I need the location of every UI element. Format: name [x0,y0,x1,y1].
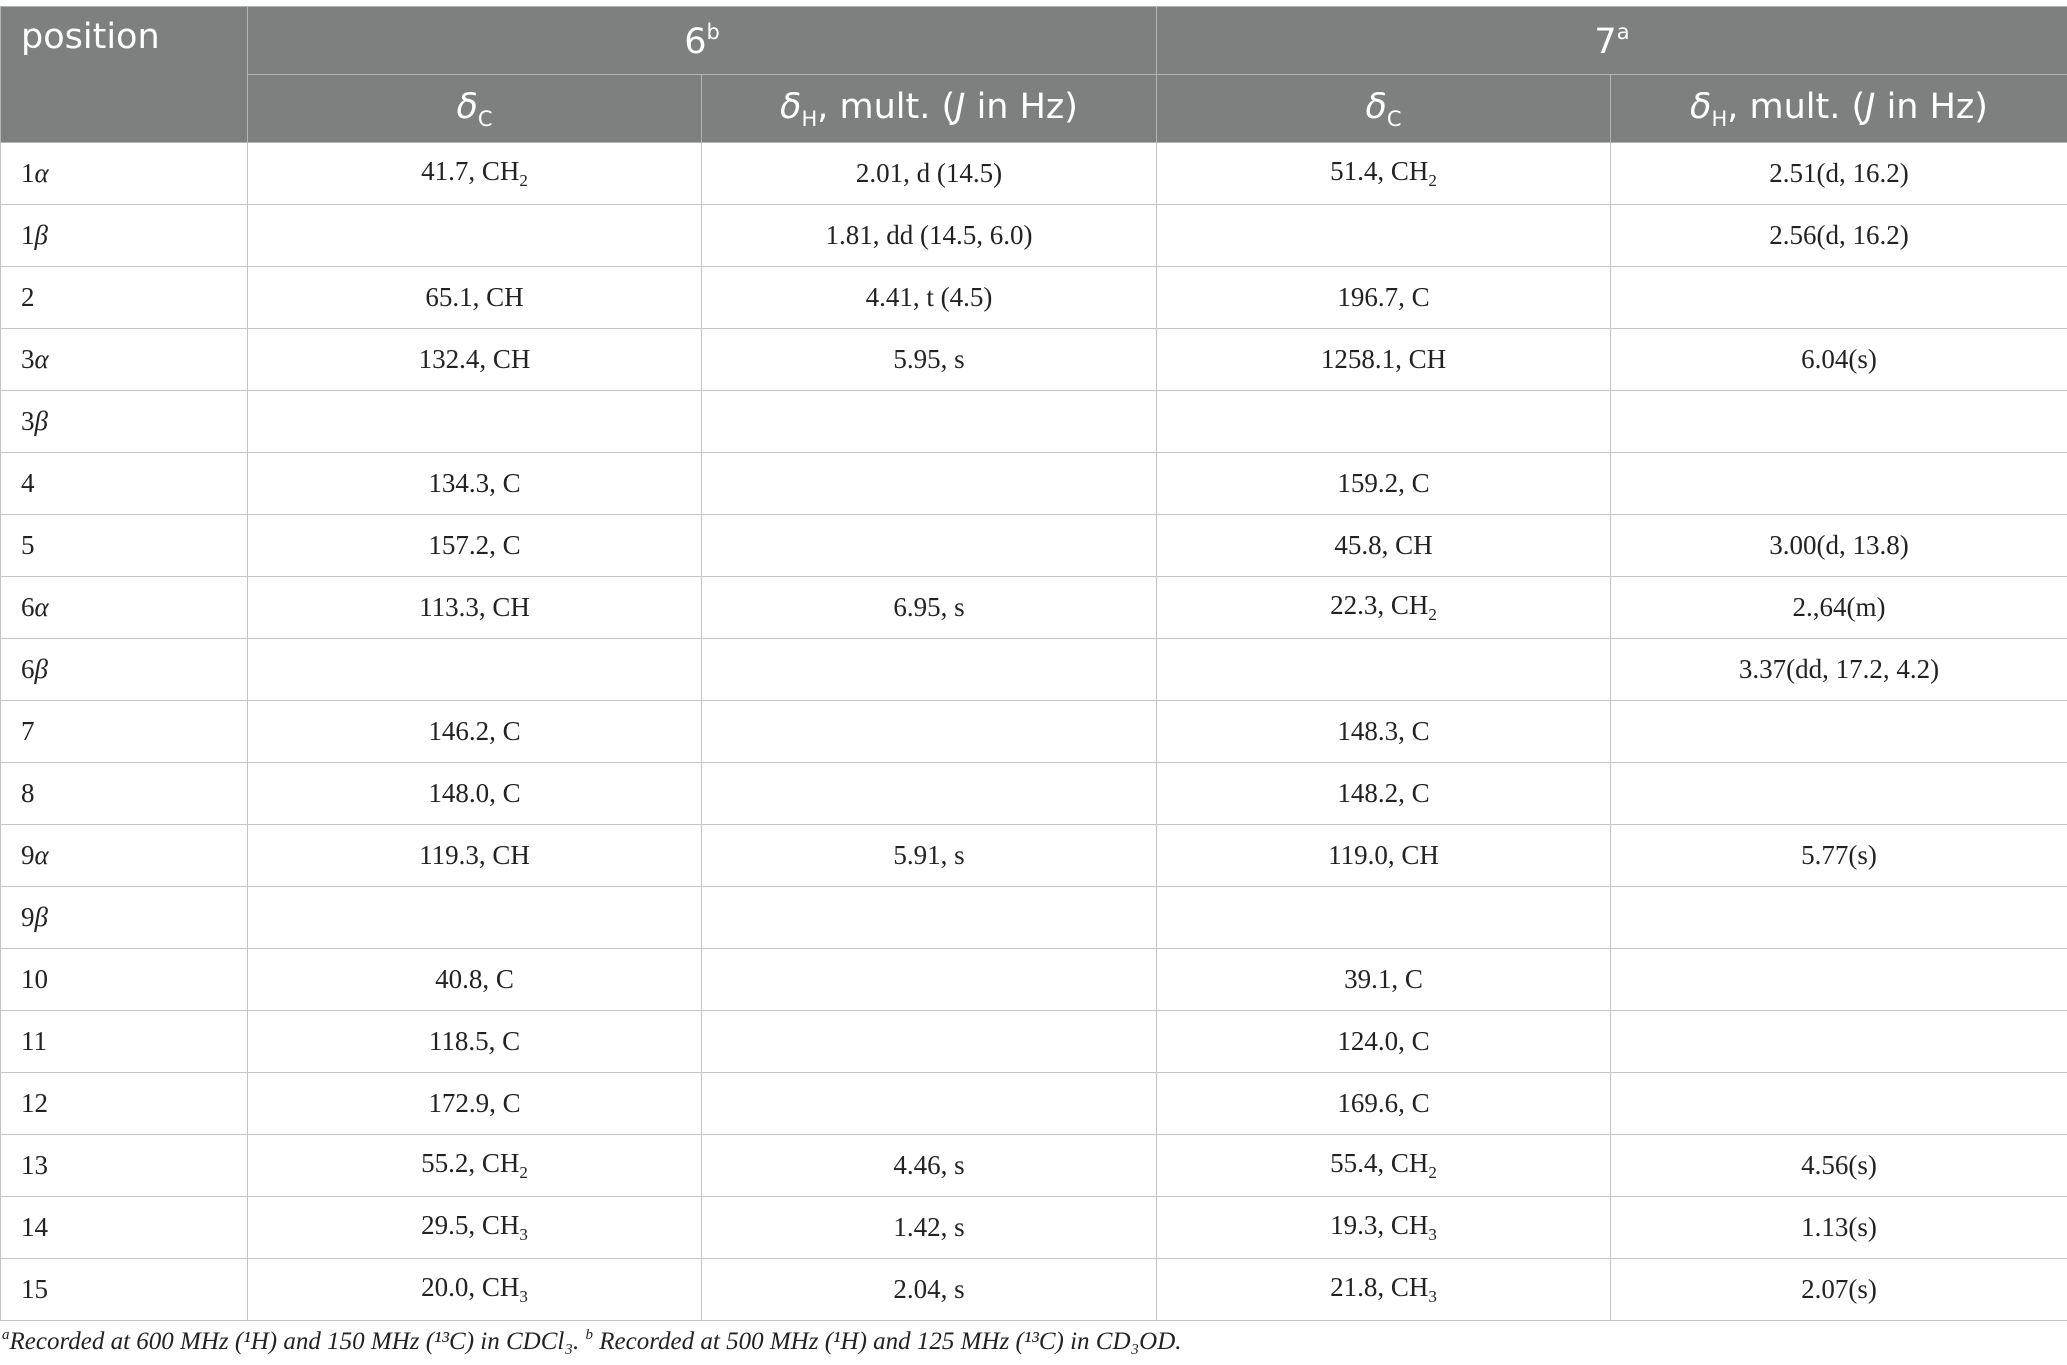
cell-delta-c-7 [1157,205,1611,267]
cell-delta-h-6 [702,453,1157,515]
table-row [1,701,2067,763]
footnote-a-mark: a [2,1327,10,1343]
cell-delta-c-7: 22.3, $CH_2$ [1157,577,1611,639]
cell-delta-h-6: 1.81, dd (14.5, 6.0) [702,205,1157,267]
cell-delta-h-6: 5.91, s [702,825,1157,887]
cell-delta-h-7: 1.13(s) [1611,1197,2067,1259]
header-delta-c-6 [248,75,702,143]
cell-delta-h-7: 3.37(dd, 17.2, 4.2) [1611,639,2067,701]
cell-delta-h-6 [702,391,1157,453]
cell-delta-c-6: 148.0, C [248,763,702,825]
cell-delta-c-6: 134.3, C [248,453,702,515]
cell-delta-h-7: 2.,64(m) [1611,577,2067,639]
row-position: 6α [1,577,248,639]
cell-delta-c-7: 159.2, C [1157,453,1611,515]
cell-delta-h-7: 4.56(s) [1611,1135,2067,1197]
table-row [1,267,2067,329]
row-position: 14 [1,1197,248,1259]
row-position: 4 [1,453,248,515]
cell-delta-c-6: 113.3, CH [248,577,702,639]
h-subscript: H [1711,106,1728,131]
c-subscript: C [477,106,493,131]
table-row [1,1259,2067,1321]
hydrogen-count-subscript: 2 [1428,605,1437,624]
cell-delta-h-7: 2.51(d, 16.2) [1611,143,2067,205]
cell-delta-c-6: 29.5, $CH_3$ [248,1197,702,1259]
row-position: 11 [1,1011,248,1073]
cell-delta-c-7: 169.6, C [1157,1073,1611,1135]
cell-delta-c-7: 51.4, $CH_2$ [1157,143,1611,205]
row-position: 9α [1,825,248,887]
stereo-descriptor: β [34,220,48,250]
header-compound-7 [1157,7,2067,75]
cell-delta-c-7: 39.1, C [1157,949,1611,1011]
table-row [1,453,2067,515]
header-position: position [1,7,248,143]
cell-delta-h-6: 4.41, t (4.5) [702,267,1157,329]
hydrogen-count-subscript: 3 [1428,1225,1437,1244]
delta-symbol: δ [1365,86,1387,127]
footnote-b-text: Recorded at 500 MHz (¹H) and 125 MHz (¹³C) in CD₃OD. [599,1328,1182,1355]
table-row [1,1135,2067,1197]
row-position: 3β [1,391,248,453]
cell-delta-c-6 [248,639,702,701]
j-label: J [955,86,966,127]
table-row [1,1073,2067,1135]
table-row [1,825,2067,887]
row-position: 12 [1,1073,248,1135]
stereo-descriptor: α [34,592,49,622]
header-compound-6 [248,7,1157,75]
table-row [1,329,2067,391]
cell-delta-h-7: 5.77(s) [1611,825,2067,887]
row-position: 15 [1,1259,248,1321]
cell-delta-h-7 [1611,391,2067,453]
table-row [1,639,2067,701]
mult-label-pre: , mult. ( [817,86,956,127]
cell-delta-h-6: 1.42, s [702,1197,1157,1259]
cell-delta-c-6: 132.4, CH [248,329,702,391]
cell-delta-c-6: 55.2, $CH_2$ [248,1135,702,1197]
cell-delta-h-7: 3.00(d, 13.8) [1611,515,2067,577]
row-position: 8 [1,763,248,825]
cell-delta-h-6 [702,763,1157,825]
cell-delta-c-6: 40.8, C [248,949,702,1011]
j-label: J [1865,86,1876,127]
stereo-descriptor: β [34,902,48,932]
cell-delta-c-7: 1258.1, CH [1157,329,1611,391]
cell-delta-c-7: 148.3, C [1157,701,1611,763]
table-header [1,7,2067,143]
header-delta-h-6 [702,75,1157,143]
header-delta-h-7 [1611,75,2067,143]
cell-delta-h-7 [1611,887,2067,949]
row-position: 9β [1,887,248,949]
cell-delta-c-7: 21.8, $CH_3$ [1157,1259,1611,1321]
cell-delta-h-6 [702,1073,1157,1135]
cell-delta-h-7: 2.56(d, 16.2) [1611,205,2067,267]
table-footnote [2,1327,2062,1356]
cell-delta-c-6: 118.5, C [248,1011,702,1073]
hydrogen-count-subscript: 2 [1428,1163,1437,1182]
footnote-a-text: Recorded at 600 MHz (¹H) and 150 MHz (¹³C) in CDCl₃. [9,1328,580,1355]
cell-delta-c-7: 119.0, CH [1157,825,1611,887]
row-position: 10 [1,949,248,1011]
stereo-descriptor: α [34,344,49,374]
cell-delta-c-6: 41.7, $CH_2$ [248,143,702,205]
row-position: 3α [1,329,248,391]
cell-delta-c-7: 45.8, CH [1157,515,1611,577]
cell-delta-h-7: 6.04(s) [1611,329,2067,391]
c-subscript: C [1386,106,1402,131]
cell-delta-c-6 [248,205,702,267]
delta-symbol: δ [780,86,802,127]
cell-delta-c-6: 157.2, C [248,515,702,577]
cell-delta-c-6: 172.9, C [248,1073,702,1135]
delta-symbol: δ [456,86,478,127]
table-row [1,391,2067,453]
compound-6-name: 6 [684,21,707,62]
cell-delta-h-7 [1611,1073,2067,1135]
row-position: 5 [1,515,248,577]
cell-delta-h-7 [1611,453,2067,515]
cell-delta-c-7 [1157,887,1611,949]
compound-6-note: b [706,19,720,44]
hydrogen-count-subscript: 2 [1428,171,1437,190]
stereo-descriptor: α [34,158,49,188]
cell-delta-c-7: 55.4, $CH_2$ [1157,1135,1611,1197]
table-row [1,887,2067,949]
row-position: 13 [1,1135,248,1197]
nmr-data-table [0,6,2067,1321]
row-position: 7 [1,701,248,763]
delta-symbol: δ [1690,86,1712,127]
hydrogen-count-subscript: 3 [519,1225,528,1244]
table-row [1,763,2067,825]
compound-7-name: 7 [1594,21,1617,62]
cell-delta-h-6 [702,639,1157,701]
mult-label-post: in Hz) [1875,86,1988,127]
stereo-descriptor: β [34,406,48,436]
table-row [1,949,2067,1011]
cell-delta-c-7 [1157,391,1611,453]
table-row [1,1011,2067,1073]
cell-delta-h-7 [1611,949,2067,1011]
mult-label-post: in Hz) [965,86,1078,127]
cell-delta-h-6 [702,1011,1157,1073]
cell-delta-h-7 [1611,1011,2067,1073]
cell-delta-h-6: 5.95, s [702,329,1157,391]
cell-delta-h-6 [702,887,1157,949]
cell-delta-h-6 [702,949,1157,1011]
hydrogen-count-subscript: 2 [519,171,528,190]
cell-delta-h-7 [1611,763,2067,825]
cell-delta-h-6: 2.01, d (14.5) [702,143,1157,205]
table-row [1,577,2067,639]
cell-delta-h-6: 2.04, s [702,1259,1157,1321]
cell-delta-h-7 [1611,701,2067,763]
cell-delta-h-6: 4.46, s [702,1135,1157,1197]
cell-delta-c-7 [1157,639,1611,701]
cell-delta-c-7: 196.7, C [1157,267,1611,329]
cell-delta-c-7: 148.2, C [1157,763,1611,825]
row-position: 1β [1,205,248,267]
hydrogen-count-subscript: 3 [519,1287,528,1306]
table-row [1,1197,2067,1259]
cell-delta-c-7: 124.0, C [1157,1011,1611,1073]
row-position: 6β [1,639,248,701]
cell-delta-h-6 [702,701,1157,763]
cell-delta-c-6 [248,887,702,949]
header-delta-c-7 [1157,75,1611,143]
cell-delta-c-6: 146.2, C [248,701,702,763]
row-position: 1α [1,143,248,205]
hydrogen-count-subscript: 2 [519,1163,528,1182]
cell-delta-c-6: 65.1, CH [248,267,702,329]
table-row [1,143,2067,205]
cell-delta-h-7 [1611,267,2067,329]
cell-delta-c-6: 119.3, CH [248,825,702,887]
cell-delta-c-7: 19.3, $CH_3$ [1157,1197,1611,1259]
hydrogen-count-subscript: 3 [1428,1287,1437,1306]
compound-7-note: a [1616,19,1630,44]
cell-delta-c-6 [248,391,702,453]
cell-delta-h-6: 6.95, s [702,577,1157,639]
row-position: 2 [1,267,248,329]
cell-delta-c-6: 20.0, $CH_3$ [248,1259,702,1321]
table-body [1,143,2067,1321]
table-row [1,205,2067,267]
table-row [1,515,2067,577]
stereo-descriptor: α [34,840,49,870]
footnote-b-mark: b [585,1327,594,1343]
h-subscript: H [801,106,818,131]
cell-delta-h-7: 2.07(s) [1611,1259,2067,1321]
stereo-descriptor: β [34,654,48,684]
cell-delta-h-6 [702,515,1157,577]
mult-label-pre: , mult. ( [1727,86,1866,127]
